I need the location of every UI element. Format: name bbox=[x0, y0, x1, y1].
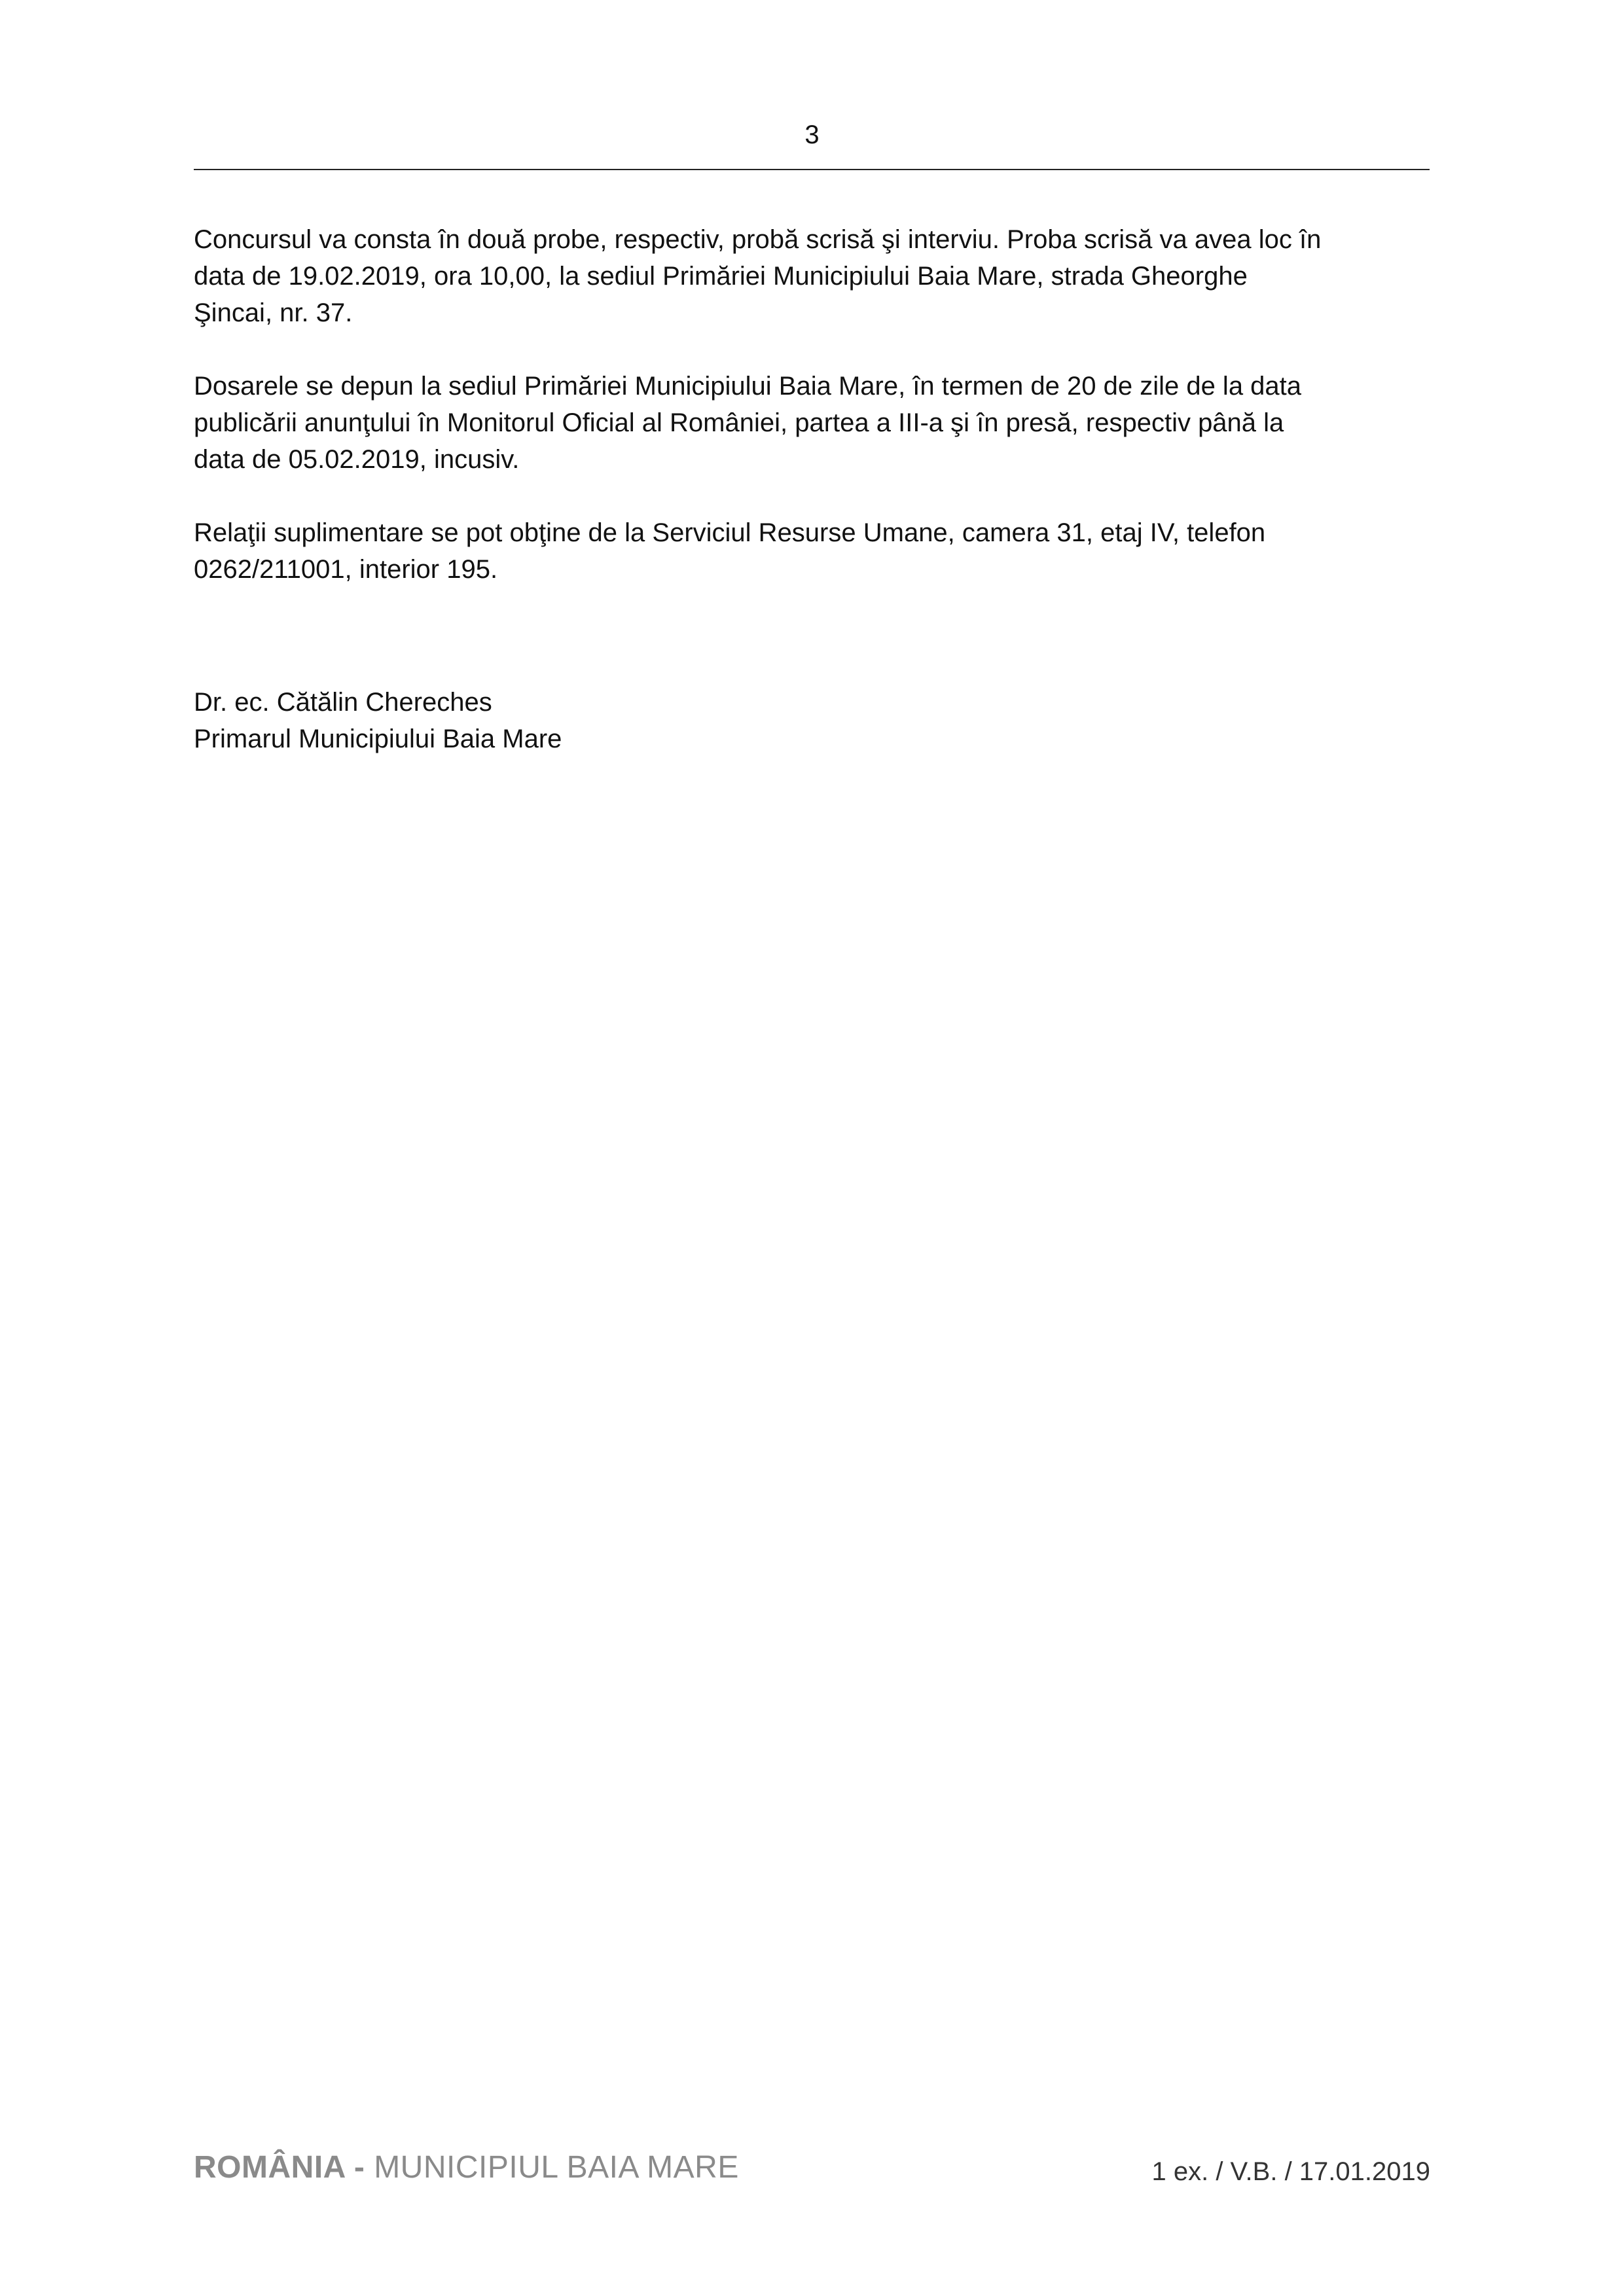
paragraph-exam-details: Concursul va consta în două probe, respectiv, probă scrisă şi interviu. Proba scrisă va avea loc în data de 19.02.2019, ora 10,00, la sediul Primăriei Municipiului Baia Mare, strada Gheorghe Şincai, nr. 37. bbox=[194, 225, 1322, 327]
footer-reference: 1 ex. / V.B. / 17.01.2019 bbox=[1151, 2157, 1430, 2186]
page-number: 3 bbox=[804, 120, 820, 149]
signature-block bbox=[194, 684, 979, 757]
signatory-name: Dr. ec. Cătălin Chereches bbox=[194, 688, 492, 717]
paragraph-contact-info: Relaţii suplimentare se pot obţine de la Serviciul Resurse Umane, camera 31, etaj IV, telefon 0262/211001, interior 195. bbox=[194, 518, 1266, 584]
header-divider bbox=[194, 169, 1430, 170]
footer-brand-country: ROMÂNIA - bbox=[194, 2150, 365, 2185]
footer-brand-municipality: MUNICIPIUL BAIA MARE bbox=[365, 2150, 739, 2185]
paragraph-application-deadline: Dosarele se depun la sediul Primăriei Municipiului Baia Mare, în termen de 20 de zile de la data publicării anunţului în Monitorul Oficial al României, partea a III-a şi în presă, respectiv până la data de 05.02.2019, incusiv. bbox=[194, 372, 1302, 474]
document-body bbox=[194, 221, 1431, 588]
footer-brand bbox=[194, 2148, 739, 2187]
signatory-title: Primarul Municipiului Baia Mare bbox=[194, 725, 562, 753]
